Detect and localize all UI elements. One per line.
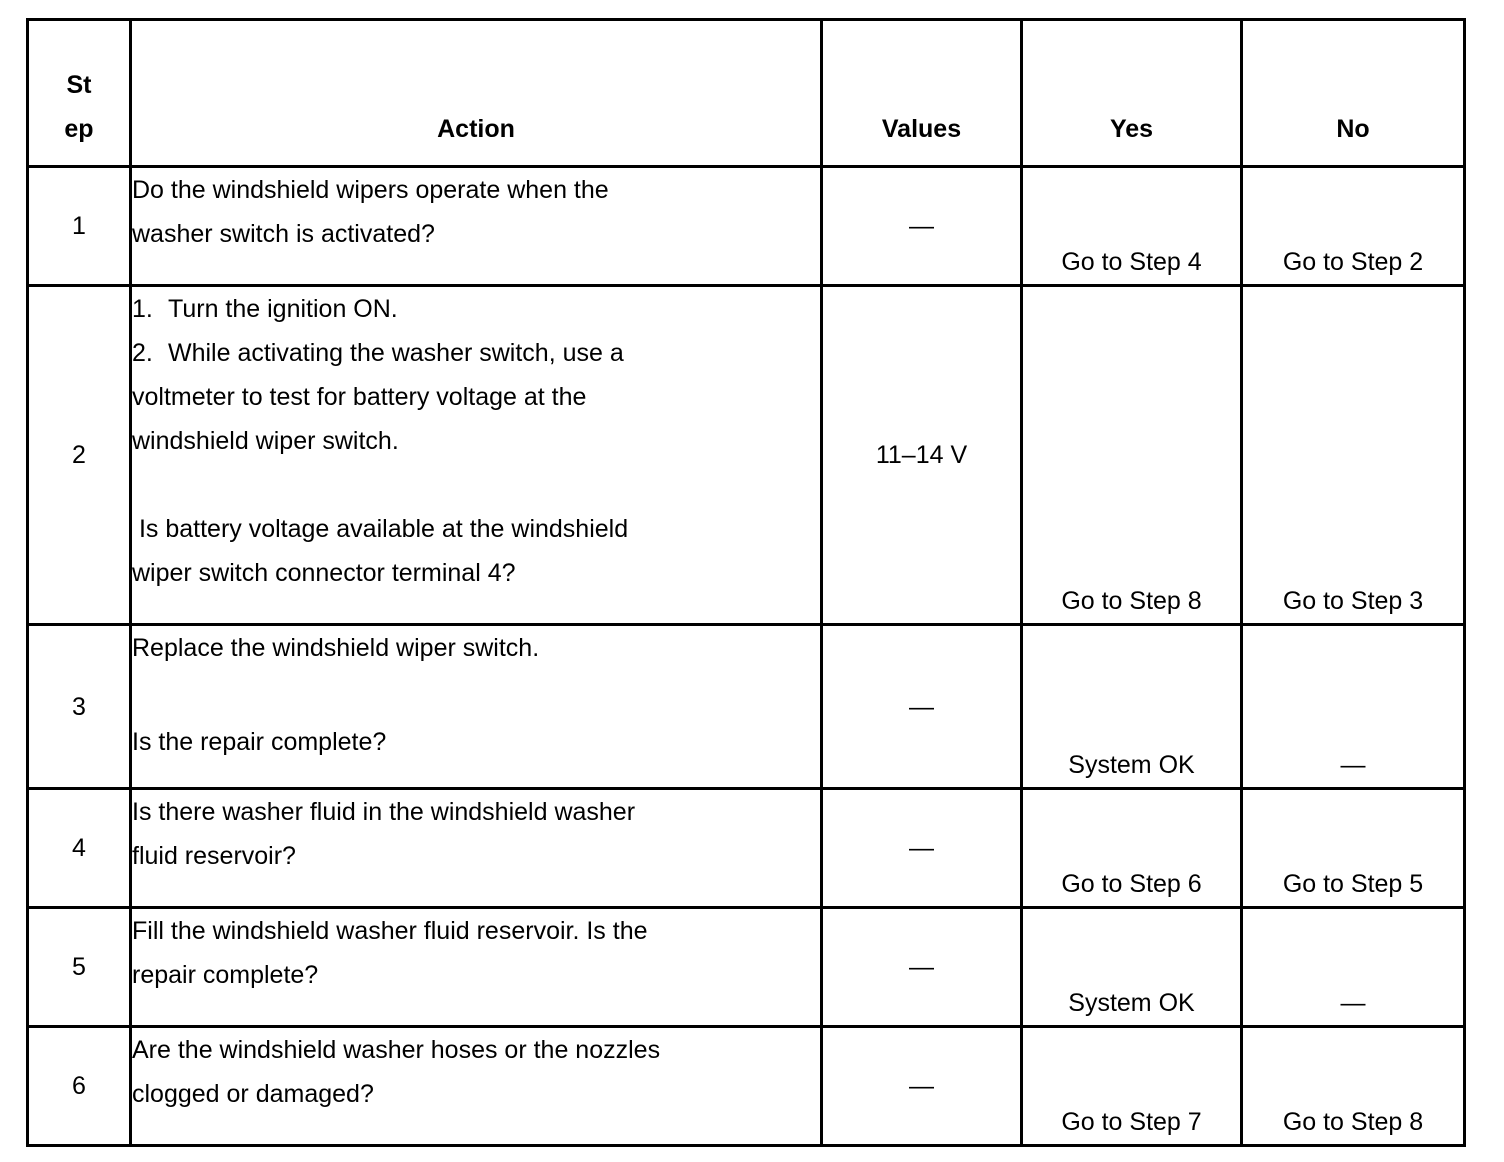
no-cell: — [1242, 908, 1465, 1027]
step-number: 4 [28, 789, 131, 908]
question-line: Is the repair complete? [132, 728, 387, 756]
action-cell [131, 789, 822, 908]
no-cell: Go to Step 2 [1242, 167, 1465, 286]
no-cell: Go to Step 5 [1242, 789, 1465, 908]
action-line: washer switch is activated? [132, 220, 435, 248]
list-text: Turn the ignition ON. [168, 295, 398, 323]
header-row [28, 20, 1465, 167]
header-no: No [1242, 20, 1465, 167]
table-row [28, 286, 1465, 625]
action-line: fluid reservoir? [132, 842, 296, 870]
action-cell [131, 625, 822, 789]
spacer [132, 670, 820, 720]
values-cell: — [822, 625, 1022, 789]
action-line: Is there washer fluid in the windshield washer [132, 798, 636, 826]
step-number: 2 [28, 286, 131, 625]
yes-cell: Go to Step 7 [1022, 1027, 1242, 1146]
spacer [132, 463, 820, 507]
header-action: Action [131, 20, 822, 167]
no-cell: Go to Step 3 [1242, 286, 1465, 625]
table-row [28, 167, 1465, 286]
yes-cell: Go to Step 8 [1022, 286, 1242, 625]
yes-cell: Go to Step 4 [1022, 167, 1242, 286]
question-line: wiper switch connector terminal 4? [132, 559, 516, 587]
action-cell [131, 167, 822, 286]
yes-cell: System OK [1022, 625, 1242, 789]
no-cell: — [1242, 625, 1465, 789]
numbered-line [132, 287, 820, 331]
values-cell: — [822, 1027, 1022, 1146]
yes-cell: Go to Step 6 [1022, 789, 1242, 908]
list-number: 2. [132, 339, 153, 367]
list-number: 1. [132, 295, 153, 323]
action-line: windshield wiper switch. [132, 427, 399, 455]
table-row [28, 1027, 1465, 1146]
values-cell: 11–14 V [822, 286, 1022, 625]
step-number: 1 [28, 167, 131, 286]
no-cell: Go to Step 8 [1242, 1027, 1465, 1146]
header-values: Values [822, 20, 1022, 167]
values-cell: — [822, 908, 1022, 1027]
header-step-line1: St [66, 71, 92, 99]
step-number: 6 [28, 1027, 131, 1146]
action-line: Are the windshield washer hoses or the nozzles [132, 1036, 661, 1064]
action-cell [131, 908, 822, 1027]
values-cell: — [822, 167, 1022, 286]
table-row [28, 789, 1465, 908]
action-cell [131, 1027, 822, 1146]
action-cell [131, 286, 822, 625]
values-cell: — [822, 789, 1022, 908]
table-row [28, 625, 1465, 789]
action-line: Fill the windshield washer fluid reservoir. Is the [132, 917, 648, 945]
step-number: 5 [28, 908, 131, 1027]
header-yes: Yes [1022, 20, 1242, 167]
action-line: Do the windshield wipers operate when the [132, 176, 609, 204]
action-line: voltmeter to test for battery voltage at the [132, 383, 587, 411]
header-step [28, 20, 131, 167]
diagnostic-table [26, 18, 1466, 1147]
step-number: 3 [28, 625, 131, 789]
yes-cell: System OK [1022, 908, 1242, 1027]
action-line: Replace the windshield wiper switch. [132, 634, 540, 662]
action-line: clogged or damaged? [132, 1080, 374, 1108]
action-line: repair complete? [132, 961, 319, 989]
list-text: While activating the washer switch, use a [168, 339, 624, 367]
numbered-line [132, 331, 820, 375]
question-line: Is battery voltage available at the windshield [132, 515, 629, 543]
header-step-line2: ep [64, 115, 94, 143]
table-row [28, 908, 1465, 1027]
